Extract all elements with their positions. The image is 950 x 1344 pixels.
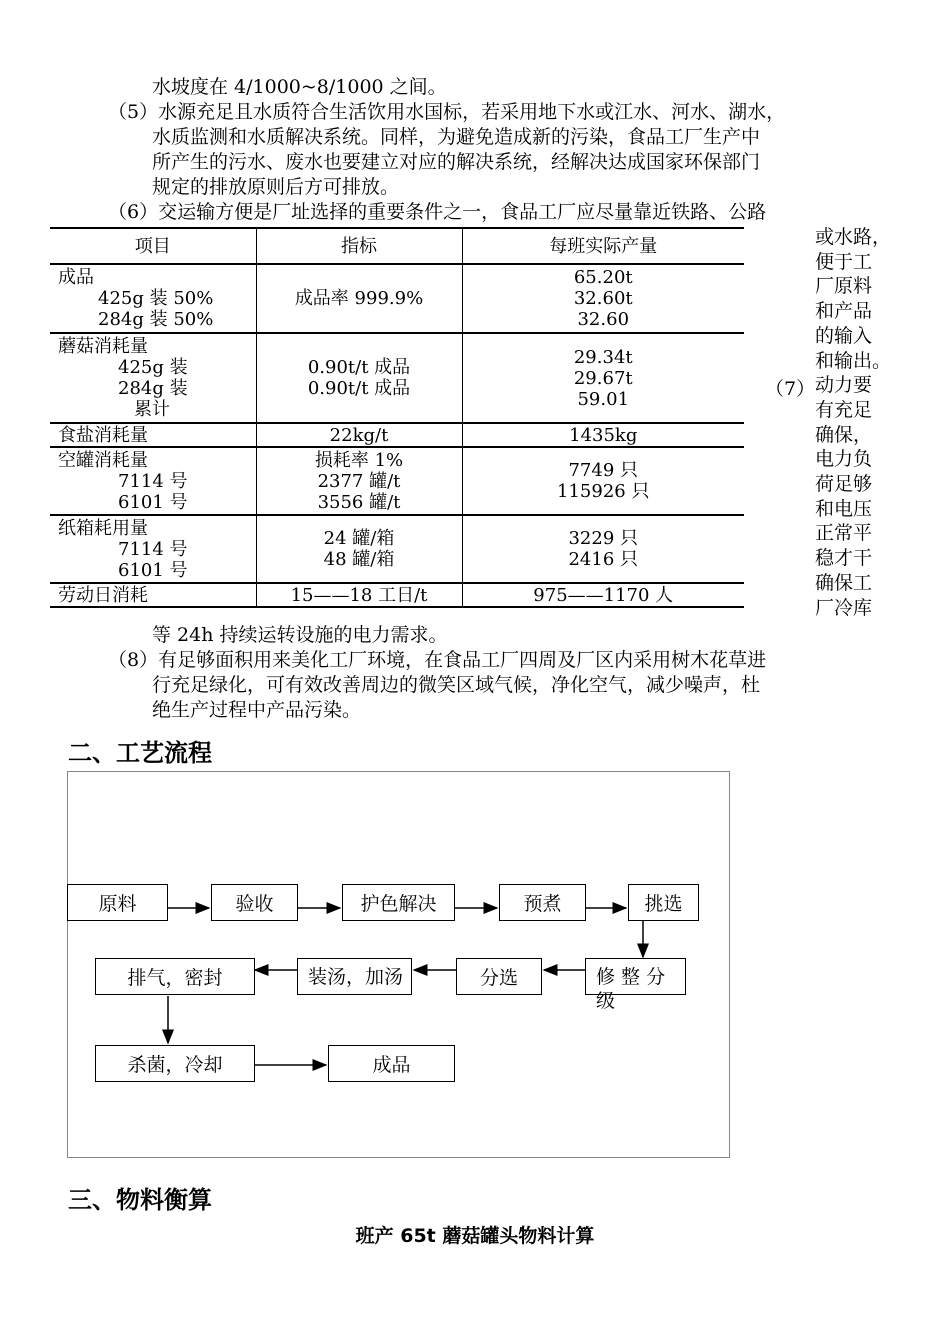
flow-step-sorting: 分选 xyxy=(456,958,542,995)
table-cell: 食盐消耗量 xyxy=(50,423,256,447)
cell-text: 损耗率 1% xyxy=(314,449,404,471)
cell-text: 3229 只 xyxy=(568,528,639,549)
cell-text: 32.60t xyxy=(573,288,633,309)
cell-text: 284g 装 xyxy=(118,378,188,399)
text-line: （8）有足够面积用来美化工厂环境，在食品工厂四周及厂区内采用树木花草进 xyxy=(108,649,767,671)
side-text: 的输入 xyxy=(815,324,873,347)
flow-step-exhaust-seal: 排气，密封 xyxy=(95,958,255,995)
cell-text: 7114 号 xyxy=(118,470,188,492)
table-cell: 22kg/t xyxy=(256,423,462,447)
flow-step-raw-material: 原料 xyxy=(67,884,168,921)
text-line: 行充足绿化，可有效改善周边的微笑区域气候，净化空气，减少噪声，杜 xyxy=(152,674,761,696)
cell-text: 7749 只 xyxy=(568,460,639,481)
side-text: 正常平 xyxy=(815,522,873,545)
table-header: 每班实际产量 xyxy=(462,228,744,264)
flow-step-inspection: 验收 xyxy=(211,884,298,921)
cell-text: 48 罐/箱 xyxy=(323,549,395,570)
flow-step-finished-product: 成品 xyxy=(328,1045,455,1082)
cell-text: 2377 罐/t xyxy=(317,470,401,492)
text-line: 绝生产过程中产品污染。 xyxy=(152,699,362,721)
cell-text: 空罐消耗量 xyxy=(58,449,148,471)
flow-step-trim-grade: 修 整 分 级 xyxy=(585,958,686,995)
side-text: 和输出。 xyxy=(815,349,892,372)
cell-text: 累计 xyxy=(134,399,170,420)
flow-step-sterilize-cool: 杀菌，冷却 xyxy=(95,1045,255,1082)
paragraph-7-label: （7） xyxy=(765,378,816,400)
side-text: 厂冷库 xyxy=(815,596,873,619)
table-cell: 15——18 工日/t xyxy=(256,583,462,607)
text-line: 水质监测和水质解决系统。同样，为避免造成新的污染，食品工厂生产中 xyxy=(152,126,761,148)
side-text: 或水路， xyxy=(815,226,892,248)
cell-text: 115926 只 xyxy=(557,481,650,502)
side-text: 电力负 xyxy=(815,448,873,471)
side-text: 和产品 xyxy=(815,300,873,323)
section-heading-material-balance: 三、物料衡算 xyxy=(68,1186,212,1214)
cell-text: 成品 xyxy=(58,267,94,288)
cell-text: 425g 装 xyxy=(118,357,188,378)
side-text: 和电压 xyxy=(815,497,873,520)
cell-text: 59.01 xyxy=(577,388,630,410)
text-line: （6）交运输方便是厂址选择的重要条件之一，食品工厂应尽量靠近铁路、公路 xyxy=(108,201,767,223)
flow-step-color-protection: 护色解决 xyxy=(342,884,455,921)
table-cell: 1435kg xyxy=(462,423,744,447)
cell-text: 425g 装 50% xyxy=(98,288,214,309)
text-line: 水坡度在 4/1000~8/1000 之间。 xyxy=(152,76,447,98)
cell-text: 3556 罐/t xyxy=(317,491,401,513)
flow-step-picking: 挑选 xyxy=(628,884,699,921)
cell-text: 0.90t/t 成品 xyxy=(307,357,411,378)
table-header: 指标 xyxy=(256,228,462,264)
side-text: 稳才干 xyxy=(815,547,873,570)
text-line: 等 24h 持续运转设施的电力需求。 xyxy=(152,624,448,646)
cell-text: 6101 号 xyxy=(118,559,188,581)
table-cell: 成品率 999.9% xyxy=(256,264,462,333)
table-header: 项目 xyxy=(50,228,256,264)
side-text: 动力要 xyxy=(815,374,873,397)
side-text: 确保， xyxy=(815,423,873,446)
cell-text: 2416 只 xyxy=(568,549,639,570)
cell-text: 7114 号 xyxy=(118,538,188,560)
table-caption: 班产 65t 蘑菇罐头物料计算 xyxy=(355,1225,595,1247)
side-text: 确保工 xyxy=(815,571,873,594)
side-text: 便于工 xyxy=(815,250,873,273)
cell-text: 65.20t xyxy=(573,267,633,288)
cell-text: 29.67t xyxy=(573,367,633,389)
cell-text: 24 罐/箱 xyxy=(323,528,395,549)
cell-text: 29.34t xyxy=(573,346,633,368)
text-line: 所产生的污水、废水也要建立对应的解决系统，经解决达成国家环保部门 xyxy=(152,151,761,173)
flow-step-preboil: 预煮 xyxy=(499,884,586,921)
text-line: （5）水源充足且水质符合生活饮用水国标，若采用地下水或江水、河水、湖水， xyxy=(108,101,786,123)
side-text: 有充足 xyxy=(815,398,873,421)
table-cell: 975——1170 人 xyxy=(462,583,744,607)
table-cell: 劳动日消耗 xyxy=(50,583,256,607)
cell-text: 284g 装 50% xyxy=(98,309,214,330)
text-line: 规定的排放原则后方可排放。 xyxy=(152,176,400,198)
flow-step-filling-brine: 装汤，加汤 xyxy=(297,958,412,995)
side-text: 荷足够 xyxy=(815,473,873,496)
cell-text: 纸箱耗用量 xyxy=(58,517,148,539)
section-heading-process: 二、工艺流程 xyxy=(68,739,212,767)
cell-text: 6101 号 xyxy=(118,491,188,513)
cell-text: 蘑菇消耗量 xyxy=(58,336,148,357)
cell-text: 32.60 xyxy=(577,309,630,330)
cell-text: 0.90t/t 成品 xyxy=(307,378,411,399)
side-text: 厂原料 xyxy=(815,275,873,298)
